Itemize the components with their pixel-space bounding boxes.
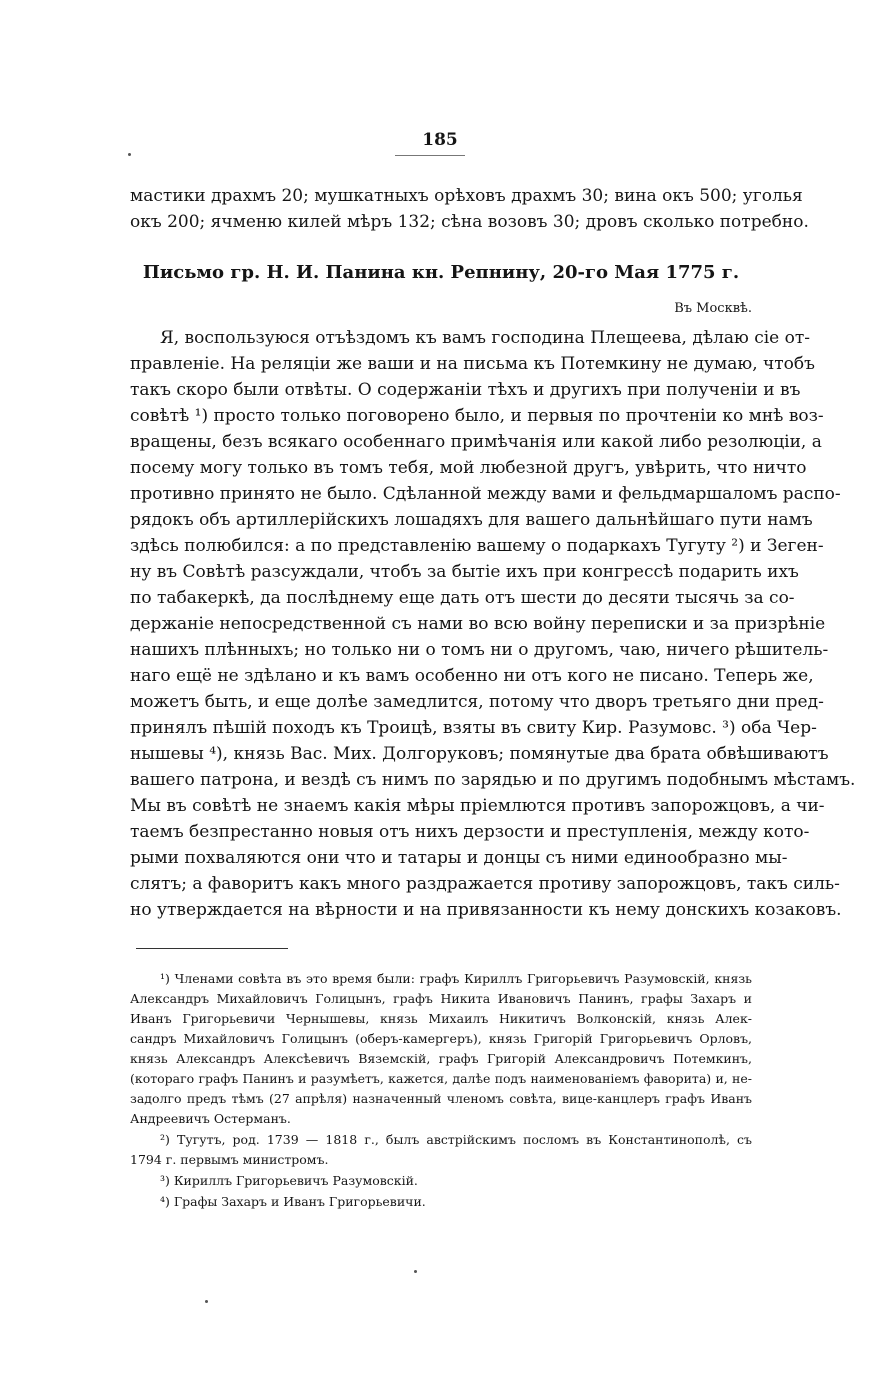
letter-line: ну въ Совѣтѣ разсуждали, чтобъ за бытіе ихъ при конгрессѣ подарить ихъ	[130, 562, 799, 582]
scan-speck	[128, 153, 131, 156]
letter-line: но утверждается на вѣрности и на привязанности къ нему донскихъ козаковъ.	[130, 900, 842, 920]
footnote-line: (котораго графъ Панинъ и разумѣетъ, кажется, далѣе подъ наименованіемъ фаворита) и, не-	[130, 1071, 752, 1086]
footnote-line: князь Александръ Алексѣевичъ Вяземскій, графъ Григорій Александровичъ Потемкинъ,	[130, 1051, 752, 1066]
footnote-separator	[136, 948, 288, 949]
letter-line: вращены, безъ всякаго особеннаго примѣчанія или какой либо резолюціи, а	[130, 432, 822, 452]
letter-line: держаніе непосредственной съ нами во всю войну переписки и за призрѣніе	[130, 614, 826, 634]
footnote-line: ²) Тугутъ, род. 1739 — 1818 г., былъ австрійскимъ посломъ въ Константинополѣ, съ	[160, 1132, 752, 1147]
top-line-2: окъ 200; ячменю килей мѣръ 132; сѣна возовъ 30; дровъ сколько потребно.	[130, 212, 809, 232]
footnote-line: Александръ Михайловичъ Голицынъ, графъ Никита Ивановичъ Панинъ, графы Захаръ и	[130, 991, 752, 1006]
footnote-line: сандръ Михайловичъ Голицынъ (оберъ-камергеръ), князь Григорій Григорьевичъ Орловъ,	[130, 1031, 752, 1046]
footnote-line: Андреевичъ Остерманъ.	[130, 1111, 291, 1126]
page-number: 185	[422, 130, 458, 150]
letter-heading: Письмо гр. Н. И. Панина кн. Репнину, 20-го Мая 1775 г.	[142, 262, 740, 283]
footnote-line: задолго предъ тѣмъ (27 апрѣля) назначенный членомъ совѣта, вице-канцлеръ графъ Иванъ	[130, 1091, 752, 1106]
top-line-1: мастики драхмъ 20; мушкатныхъ орѣховъ драхмъ 30; вина окъ 500; уголья	[130, 186, 803, 206]
letter-line: по табакеркѣ, да послѣднему еще дать отъ шести до десяти тысячь за со-	[130, 588, 795, 608]
footnote-line: Иванъ Григорьевичи Чернышевы, князь Михаилъ Никитичъ Волконскій, князь Алек-	[130, 1011, 752, 1026]
footnote-line: ⁴) Графы Захаръ и Иванъ Григорьевичи.	[160, 1194, 426, 1209]
letter-line: можетъ быть, и еще долѣе замедлится, потому что дворъ третьяго дни пред-	[130, 692, 824, 712]
letter-line: вашего патрона, и вездѣ съ нимъ по зарядью и по другимъ подобнымъ мѣстамъ.	[130, 770, 856, 790]
letter-line: рыми похваляются они что и татары и донцы съ ними единообразно мы-	[130, 848, 788, 868]
letter-line: нашихъ плѣнныхъ; но только ни о томъ ни о другомъ, чаю, ничего рѣшитель-	[130, 640, 829, 660]
footnote-line: ¹) Членами совѣта въ это время были: графъ Кириллъ Григорьевичъ Разумовскій, князь	[160, 971, 752, 986]
letter-line: наго ещё не здѣлано и къ вамъ особенно ни отъ кого не писано. Теперь же,	[130, 666, 814, 686]
letter-line: противно принято не было. Сдѣланной между вами и фельдмаршаломъ распо-	[130, 484, 841, 504]
letter-line: таемъ безпрестанно новыя отъ нихъ дерзости и преступленія, между кото-	[130, 822, 810, 842]
letter-line: нышевы ⁴), князь Вас. Мих. Долгоруковъ; помянутые два брата обвѣшиваютъ	[130, 744, 829, 764]
letter-place: Въ Москвѣ.	[674, 301, 752, 316]
letter-line: правленіе. На реляціи же ваши и на письма къ Потемкину не думаю, чтобъ	[130, 354, 815, 374]
scan-speck	[205, 1300, 208, 1303]
letter-line: принялъ пѣшій походъ къ Троицѣ, взяты въ свиту Кир. Разумовс. ³) оба Чер-	[130, 718, 817, 738]
scan-speck	[414, 1270, 417, 1273]
letter-line: слятъ; а фаворитъ какъ много раздражается противу запорожцовъ, такъ силь-	[130, 874, 840, 894]
footnote-line: 1794 г. первымъ министромъ.	[130, 1152, 329, 1167]
letter-line: Мы въ совѣтѣ не знаемъ какія мѣры пріемлются противъ запорожцовъ, а чи-	[130, 796, 825, 816]
letter-line: Я, воспользуюся отъѣздомъ къ вамъ господина Плещеева, дѣлаю сіе от-	[160, 328, 811, 348]
letter-line: здѣсь полюбился: а по представленію вашему о подаркахъ Тугуту ²) и Зеген-	[130, 536, 824, 556]
letter-line: посему могу только въ томъ тебя, мой любезной другъ, увѣрить, что ничто	[130, 458, 807, 478]
letter-line: такъ скоро были отвѣты. О содержаніи тѣхъ и другихъ при полученіи и въ	[130, 380, 801, 400]
letter-line: совѣтѣ ¹) просто только поговорено было, и первыя по прочтеніи ко мнѣ воз-	[130, 406, 824, 426]
page-number-rule	[395, 155, 465, 156]
footnote-line: ³) Кириллъ Григорьевичъ Разумовскій.	[160, 1173, 418, 1188]
letter-line: рядокъ объ артиллерійскихъ лошадяхъ для вашего дальнѣйшаго пути намъ	[130, 510, 813, 530]
